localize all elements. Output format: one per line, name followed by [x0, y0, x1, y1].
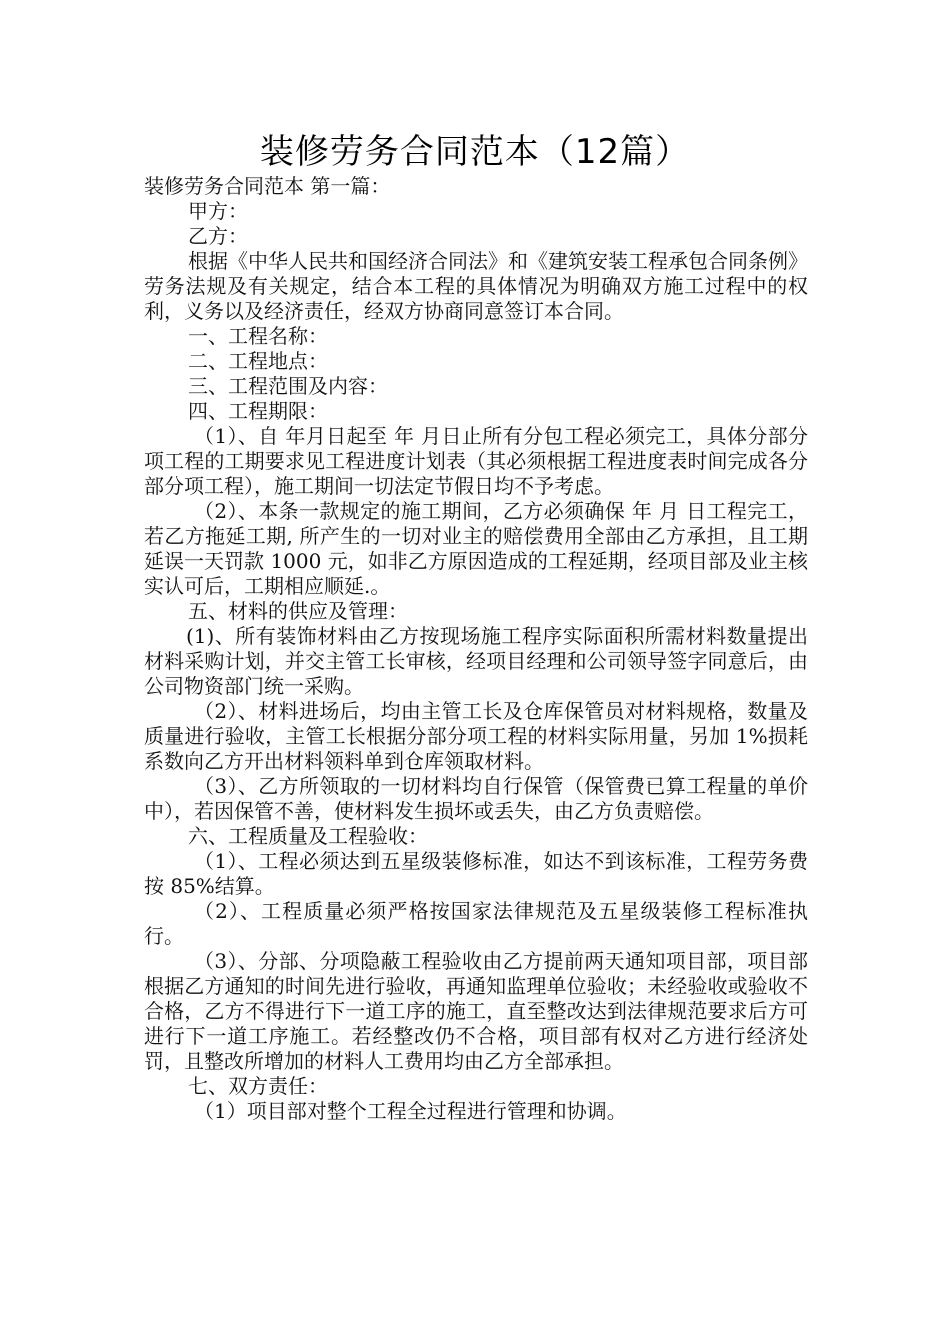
clause-6-item-1: （1）、工程必须达到五星级装修标准，如达不到该标准，工程劳务费按 85%结算。: [144, 849, 808, 898]
clause-4-item-1: （1）、自 年月日起至 年 月日止所有分包工程必须完工，具体分部分项工程的工期要求见工程进度计划表（其必须根据工程进度表时间完成各分部分项工程），施工期间一切法定节假日均不予考虑。: [144, 424, 808, 498]
clause-5-item-2: （2）、材料进场后，均由主管工长及仓库保管员对材料规格，数量及质量进行验收，主管工长根据分部分项工程的材料实际用量，另加 1%损耗系数向乙方开出材料领料单到仓库领取材料。: [144, 699, 808, 773]
document-title: 装修劳务合同范本（12篇）: [259, 132, 691, 172]
document-body: [144, 174, 808, 1124]
clause-4-item-2: （2）、本条一款规定的施工期间，乙方必须确保 年 月 日工程完工，若乙方拖延工期, 所产生的一切对业主的赔偿费用全部由乙方承担，且工期延误一天罚款 1000 元，如非乙方原因造成的工程延期，经项目部及业主核实认可后，工期相应顺延.。: [144, 499, 808, 598]
clause-heading-3: 三、工程范围及内容：: [188, 374, 388, 398]
clause-6-item-3: （3）、分部、分项隐蔽工程验收由乙方提前两天通知项目部，项目部根据乙方通知的时间先进行验收，再通知监理单位验收；未经验收或验收不合格，乙方不得进行下一道工序的施工，直至整改达到法律规范要求后方可进行下一道工序施工。若经整改仍不合格，项目部有权对乙方进行经济处罚，且整改所增加的材料人工费用均由乙方全部承担。: [144, 949, 808, 1073]
clause-heading-5: 五、材料的供应及管理：: [188, 599, 408, 623]
clause-7-item-1: （1）项目部对整个工程全过程进行管理和协调。: [194, 1099, 627, 1123]
clause-heading-6: 六、工程质量及工程验收：: [188, 824, 428, 848]
preamble-paragraph: 根据《中华人民共和国经济合同法》和《建筑安装工程承包合同条例》劳务法规及有关规定，结合本工程的具体情况为明确双方施工过程中的权利，义务以及经济责任，经双方协商同意签订本合同。: [144, 249, 808, 323]
clause-heading-7: 七、双方责任：: [188, 1074, 328, 1098]
section-heading: 装修劳务合同范本 第一篇：: [144, 174, 391, 198]
clause-5-item-3: （3）、乙方所领取的一切材料均自行保管（保管费已算工程量的单价中），若因保管不善，使材料发生损坏或丢失，由乙方负责赔偿。: [144, 774, 808, 823]
party-b-line: 乙方：: [188, 224, 248, 248]
clause-heading-1: 一、工程名称：: [188, 324, 328, 348]
clause-heading-4: 四、工程期限：: [188, 399, 328, 423]
clause-5-item-1: (1)、所有装饰材料由乙方按现场施工程序实际面积所需材料数量提出材料采购计划，并交主管工长审核，经项目经理和公司领导签字同意后，由公司物资部门统一采购。: [144, 624, 808, 698]
clause-6-item-2: （2）、工程质量必须严格按国家法律规范及五星级装修工程标准执行。: [144, 899, 808, 948]
clause-heading-2: 二、工程地点：: [188, 349, 328, 373]
party-a-line: 甲方：: [188, 199, 248, 223]
